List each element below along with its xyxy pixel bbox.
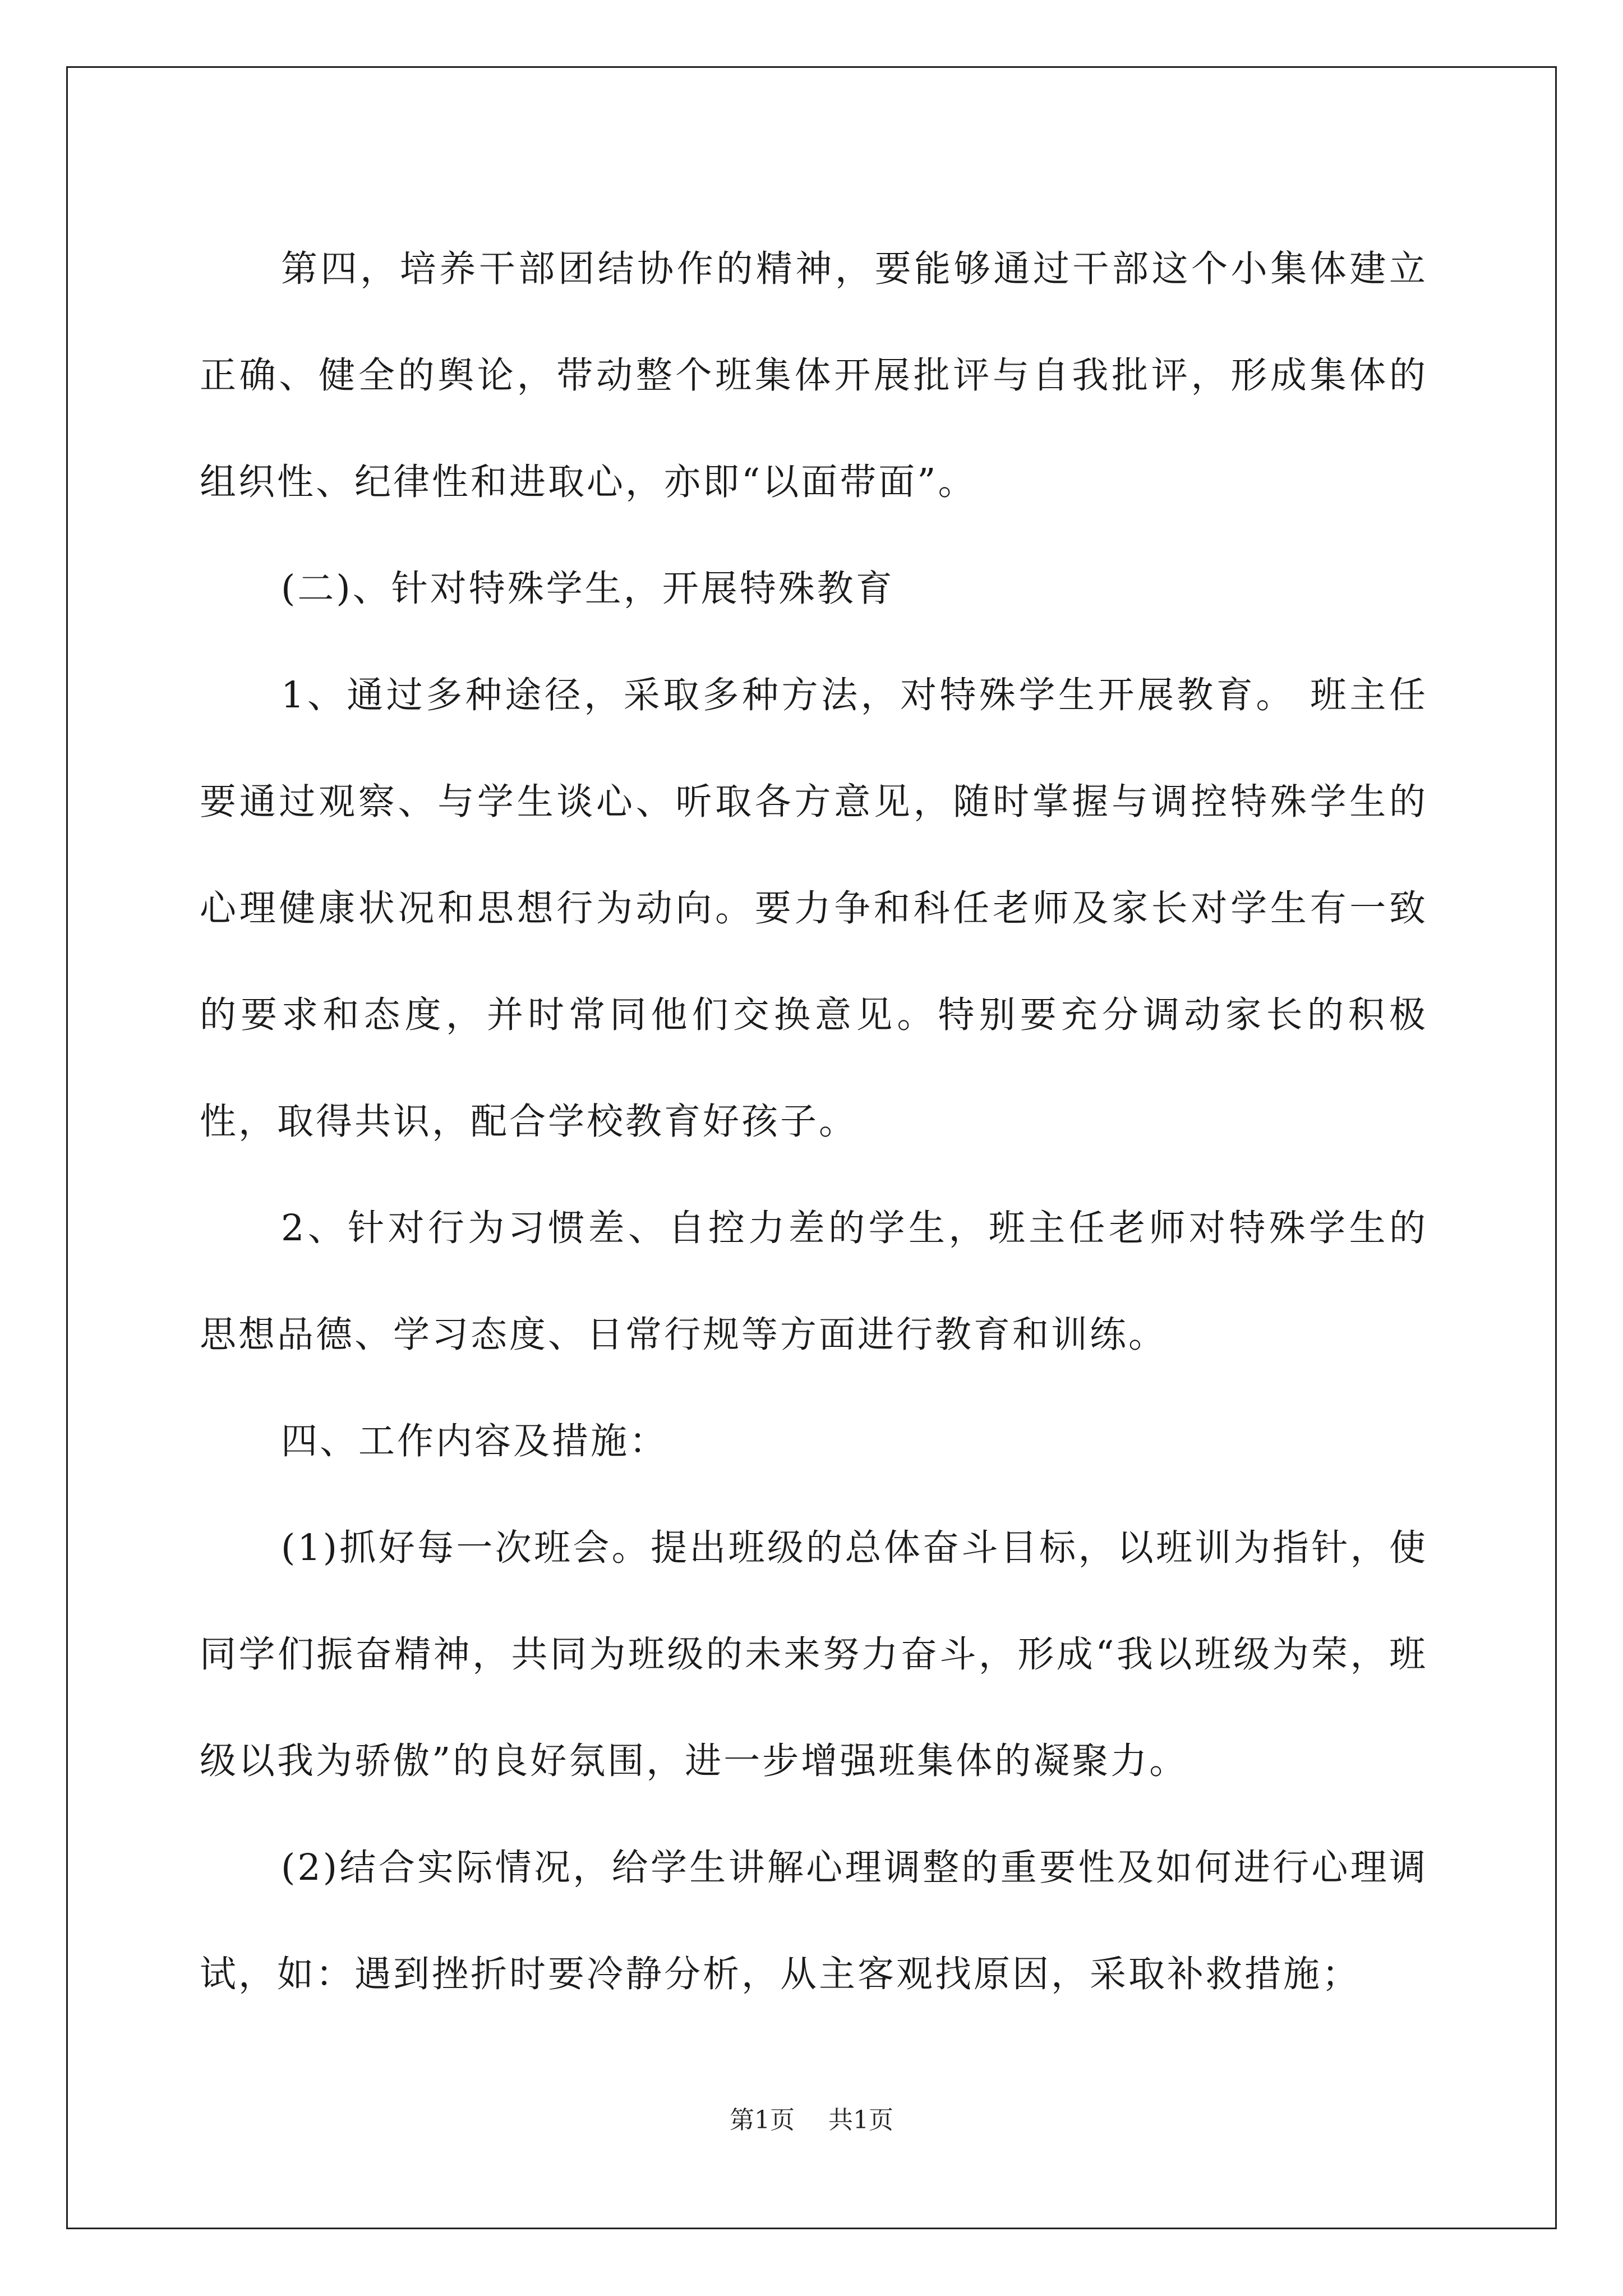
page-footer — [0, 2104, 1623, 2137]
document-body — [200, 216, 1428, 2028]
paragraph-psychology: (2)结合实际情况，给学生讲解心理调整的重要性及如何进行心理调试，如：遇到挫折时要冷静分析，从主客观找原因，采取补救措施； — [200, 1847, 1428, 1995]
page-total: 共1页 — [828, 2106, 893, 2134]
paragraph-cadre-teamwork: 第四，培养干部团结协作的精神，要能够通过干部这个小集体建立正确、健全的舆论，带动整个班集体开展批评与自我批评，形成集体的组织性、纪律性和进取心，亦即“以面带面”。 — [200, 248, 1428, 503]
page-number: 第1页 — [730, 2106, 795, 2134]
section-heading-special-students: (二)、针对特殊学生，开展特殊教育 — [281, 568, 895, 610]
paragraph-item-2: 2、针对行为习惯差、自控力差的学生，班主任老师对特殊学生的思想品德、学习态度、日常行规等方面进行教育和训练。 — [200, 1207, 1428, 1356]
paragraph-class-meeting: (1)抓好每一次班会。提出班级的总体奋斗目标，以班训为指针，使同学们振奋精神，共同为班级的未来努力奋斗，形成“我以班级为荣，班级以我为骄傲”的良好氛围，进一步增强班集体的凝聚力。 — [200, 1527, 1428, 1782]
section-heading-work-content: 四、工作内容及措施： — [281, 1420, 668, 1462]
paragraph-item-1: 1、通过多种途径，采取多种方法，对特殊学生开展教育。 班主任要通过观察、与学生谈心、听取各方意见，随时掌握与调控特殊学生的心理健康状况和思想行为动向。要力争和科任老师及家长对学生有一致的要求和态度，并时常同他们交换意见。特别要充分调动家长的积极性，取得共识，配合学校教育好孩子。 — [200, 674, 1428, 1143]
